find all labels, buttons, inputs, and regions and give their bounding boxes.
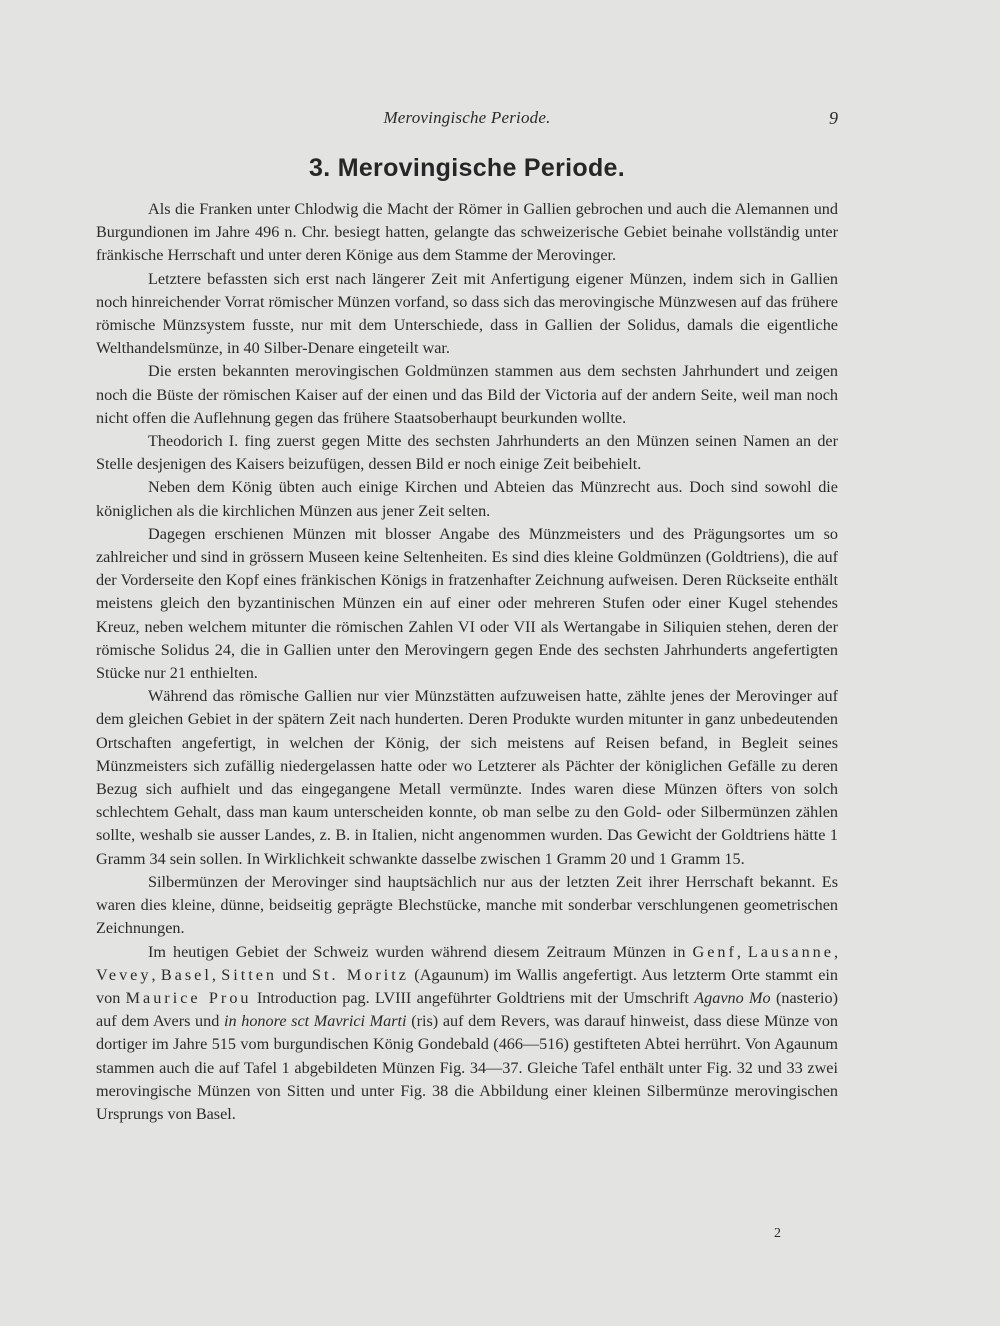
running-title: Merovingische Periode. xyxy=(383,108,551,127)
place-vevey: Vevey xyxy=(96,965,152,984)
paragraph-7: Während das römische Gallien nur vier Münzstätten aufzuweisen hatte, zählte jenes der Merovinger auf dem gleichen Gebiet in der spätern Zeit nach hunderten. Deren Produkte wurden mitunter in ganz unbedeutenden Ortschaften angefertigt, in welchen der König, der sich meistens auf Reisen befand, in Begleit seines Münzmeisters sich zufällig niedergelassen hatte oder wo Letzterer als Pächter der königlichen Gefälle zu deren Bezug sich aufhielt und das eingegangene Metall vermünzte. Indes waren diese Münzen öfters von solch schlechtem Gehalt, dass man kaum unterscheiden konnte, ob man selbe zu den Gold- oder Silbermünzen zählen sollte, weshalb sie ausser Landes, z. B. in Italien, nicht angenommen wurden. Das Gewicht der Goldtriens hätte 1 Gramm 34 sein sollen. In Wirklichkeit schwankte dasselbe zwischen 1 Gramm 20 und 1 Gramm 15. xyxy=(96,687,838,868)
place-basel: Basel xyxy=(160,965,212,984)
paragraph-5: Neben dem König übten auch einige Kirchen und Abteien das Münzrecht aus. Doch sind sowohl die königlichen als die kirchlichen Münzen aus jener Zeit selten. xyxy=(96,478,838,520)
paragraph-1: Als die Franken unter Chlodwig die Macht der Römer in Gallien gebrochen und auch die Alemannen und Burgundionen im Jahre 496 n. Chr. besiegt hatten, gelangte das schweizerische Gebiet beinahe vollständig unter fränkische Herrschaft und unter deren Könige aus dem Stamme der Merovinger. xyxy=(96,200,838,265)
signature-mark: 2 xyxy=(774,1226,781,1241)
body-text xyxy=(96,198,838,1126)
paragraph-9-text: , xyxy=(211,965,222,984)
inscription-avers: Agavno Mo xyxy=(694,988,771,1007)
author-maurice-prou: Maurice Prou xyxy=(125,988,252,1007)
paragraph-9-text: (nasterio) auf dem Avers und xyxy=(96,988,839,1031)
chapter-title: 3. Merovingische Periode. xyxy=(309,154,625,182)
place-lausanne: Lausanne xyxy=(747,942,834,961)
paragraph-9-text: (Agaunum) im Wallis angefertigt. Aus letzterm Orte stammt ein von xyxy=(96,965,839,1007)
place-genf: Genf xyxy=(692,942,737,961)
place-sitten: Sitten xyxy=(221,965,278,984)
inscription-revers: in honore sct Mavrici Marti xyxy=(224,1012,407,1031)
paragraph-2: Letztere befassten sich erst nach längerer Zeit mit Anfertigung eigener Münzen, indem sich in Gallien noch hinreichender Vorrat römischer Münzen vorfand, so dass sich das merovingische Münzwesen auf das frühere römische Münzsystem fusste, nur mit dem Unterschiede, dass in Gallien der Solidus, damals die eigentliche Welthandelsmünze, in 40 Silber-Denare eingeteilt war. xyxy=(96,269,838,358)
page-number: 9 xyxy=(829,108,838,128)
paragraph-3: Die ersten bekannten merovingischen Goldmünzen stammen aus dem sechsten Jahrhundert und zeigen noch die Büste der römischen Kaiser auf der einen und das Bild der Victoria auf der andern Seite, weil man noch nicht offen die Auflehnung gegen das frühere Staatsoberhaupt beurkunden wollte. xyxy=(96,362,838,427)
paragraph-9 xyxy=(96,941,838,1127)
paragraph-9-text: , xyxy=(833,942,838,961)
paragraph-6: Dagegen erschienen Münzen mit blosser Angabe des Münzmeisters und des Prägungsortes um so zahlreicher und sind in grössern Museen keine Seltenheiten. Es sind dies kleine Goldmünzen (Goldtriens), die auf der Vorderseite den Kopf eines fränkischen Königs in fratzenhafter Zeichnung aufweisen. Deren Rückseite enthält meistens gleich den byzantinischen Münzen ein auf einer oder mehreren Stufen oder einer Kugel stehendes Kreuz, neben welchem mitunter die römischen Zahlen VI oder VII als Wertangabe in Siliquien stehen, deren der römische Solidus 24, die in Gallien unter den Merovingern gegen Ende des sechsten Jahrhunderts angefertigten Stücke nur 21 enthielten. xyxy=(96,524,838,683)
paragraph-9-text: , xyxy=(151,965,161,984)
paragraph-9-text: Im heutigen Gebiet der Schweiz wurden während diesem Zeitraum Münzen in xyxy=(148,942,693,961)
place-st-moritz: St. Moritz xyxy=(312,965,409,984)
paragraph-8: Silbermünzen der Merovinger sind hauptsächlich nur aus der letzten Zeit ihrer Herrschaft bekannt. Es waren dies kleine, dünne, beidseitig geprägte Blechstücke, manche mit sonderbar verschlungenen geometrischen Zeichnungen. xyxy=(96,872,838,938)
paragraph-9-text: (ris) auf dem Revers, was darauf hinweist, dass diese Münze von dortiger im Jahre 515 vom burgundischen König Gondebald (466—516) gestifteten Abtei herrührt. Von Agaunum stammen auch die auf Tafel 1 abgebildeten Münzen Fig. 34—37. Gleiche Tafel enthält unter Fig. 32 und 33 zwei merovingische Münzen von Sitten und unter Fig. 38 die Abbildung einer kleinen Silbermünze merovingischen Ursprungs von Basel. xyxy=(96,1012,839,1123)
paragraph-4: Theodorich I. fing zuerst gegen Mitte des sechsten Jahrhunderts an den Münzen seinen Namen an der Stelle desjenigen des Kaisers beizufügen, dessen Bild er noch einige Zeit beibehielt. xyxy=(96,432,838,474)
paragraph-9-text: , xyxy=(736,942,748,961)
paragraph-9-text: und xyxy=(277,965,312,984)
running-header xyxy=(96,108,838,136)
paragraph-9-text: Introduction pag. LVIII angeführter Goldtriens mit der Umschrift xyxy=(251,988,695,1007)
